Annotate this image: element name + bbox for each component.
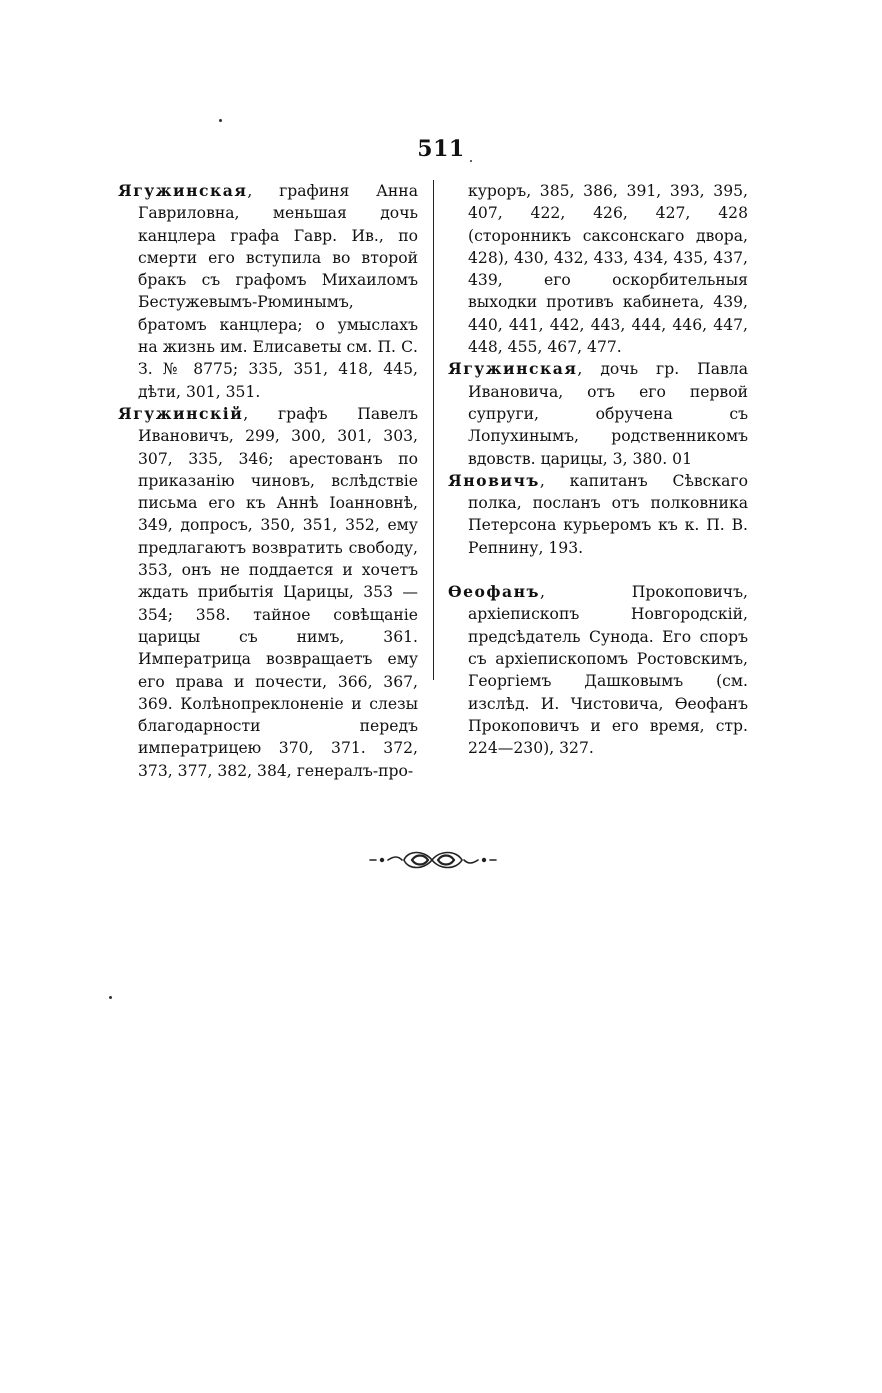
entry-headword: Ягужинская [118, 181, 248, 200]
index-entry [118, 403, 418, 782]
entry-headword: Яновичъ [448, 470, 540, 490]
entry-text: , дочь гр. Павла Ивановича, отъ его первой супруги, обручена съ Лопухинымъ, родственникомъ вдовств. царицы, 3, 380. 01 [468, 360, 748, 468]
page-number: 511 [417, 136, 465, 162]
entry-headword: Ягужинская [448, 359, 578, 379]
index-entry [448, 470, 748, 559]
index-entry [448, 358, 748, 469]
entry-text: , Прокоповичъ, архіепископъ Новгородскій, предсѣдатель Сунода. Его споръ съ архіепископомъ Ростовскимъ, Георгіемъ Дашковымъ (см. изслѣд. И. Чистовича, Өеофанъ Прокоповичъ и его время, стр. 224—230), 327. [468, 583, 748, 758]
entry-continuation: куроръ, 385, 386, 391, 393, 395, 407, 422, 426, 427, 428 (сторонникъ саксонскаго двора, 428), 430, 432, 433, 434, 435, 437, 439, его оскорбительныя выходки противъ кабинета, 439, 440, 441, 442, 443, 444, 446, 447, 448, 455, 467, 477. [468, 182, 748, 357]
entry-text: , капитанъ Сѣвскаго полка, посланъ отъ полковника Петерсона курьеромъ къ к. П. В. Репнину, 193. [468, 471, 748, 557]
index-column-left [118, 180, 418, 782]
index-entry [448, 581, 748, 759]
index-entry [118, 180, 418, 403]
column-divider [433, 180, 434, 680]
index-column-right [448, 180, 748, 759]
entry-text: , графъ Павелъ Ивановичъ, 299, 300, 301, 303, 307, 335, 346; арестованъ по приказанію чиновъ, вслѣдствіе письма его къ Аннѣ Іоанновнѣ, 349, допросъ, 350, 351, 352, ему предлагаютъ возвратить свободу, 353, онъ не поддается и хочетъ ждать прибытія Царицы, 353 — 354; 358. тайное совѣщаніе царицы съ нимъ, 361. Императрица возвращаетъ ему его права и почести, 366, 367, 369. Колѣнопреклоненіе и слезы благодарности передъ императрицею 370, 371. 372, 373, 377, 382, 384, генералъ-про- [138, 404, 418, 780]
entry-text: , графиня Анна Гавриловна, меньшая дочь канцлера графа Гавр. Ив., по смерти его вступила во второй бракъ съ графомъ Михаиломъ Бестужевымъ-Рюминымъ, братомъ канцлера; о умыслахъ на жизнь им. Елисаветы см. П. С. З. № 8775; 335, 351, 418, 445, дѣти, 301, 351. [138, 182, 418, 401]
print-speck [219, 119, 222, 122]
entry-headword: Өеофанъ [448, 582, 540, 602]
tailpiece-ornament-icon [368, 847, 498, 873]
print-speck [109, 996, 112, 999]
entry-headword: Ягужинскій [118, 403, 244, 423]
